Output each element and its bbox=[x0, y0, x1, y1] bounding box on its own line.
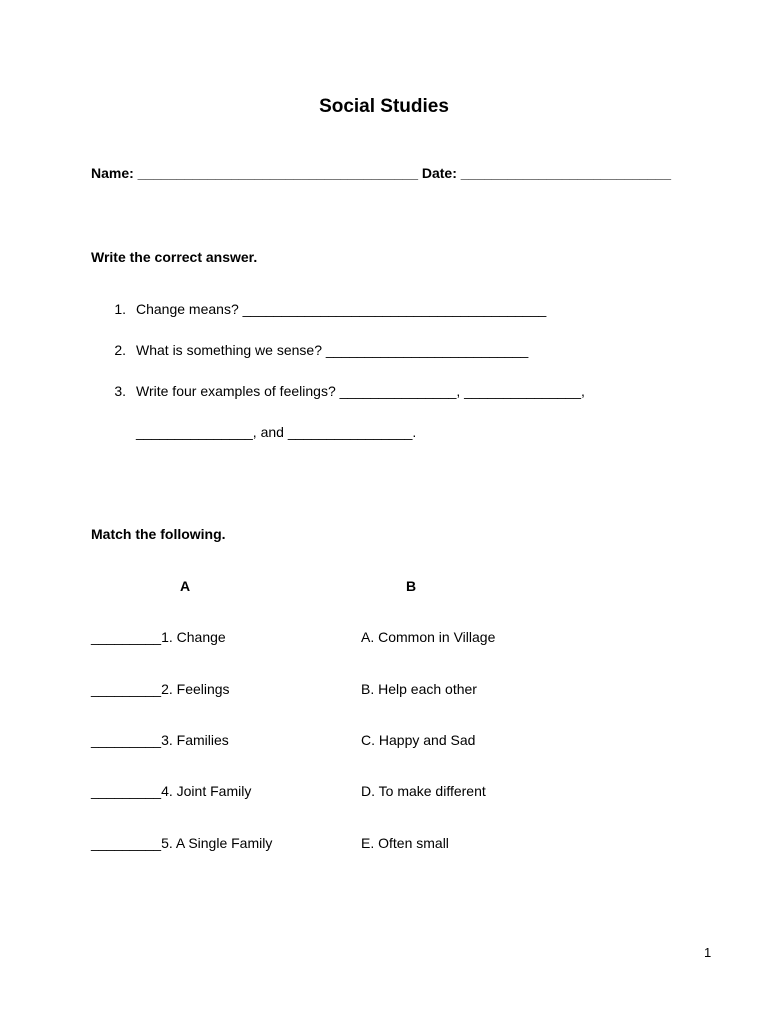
match-item-right: E. Often small bbox=[361, 835, 449, 851]
match-item-left: _________5. A Single Family bbox=[91, 835, 273, 851]
section-heading-write-answer: Write the correct answer. bbox=[91, 249, 258, 265]
section-heading-match: Match the following. bbox=[91, 526, 226, 542]
match-item-left: _________4. Joint Family bbox=[91, 783, 252, 799]
question-text: Write four examples of feelings? _______________, _______________, bbox=[136, 383, 585, 399]
column-header-a: A bbox=[180, 578, 191, 594]
match-item-left: _________1. Change bbox=[91, 629, 226, 645]
question-text: What is something we sense? __________________________ bbox=[136, 342, 529, 358]
match-item-left: _________3. Families bbox=[91, 732, 229, 748]
match-item-left: _________2. Feelings bbox=[91, 681, 230, 697]
page-number: 1 bbox=[704, 945, 712, 960]
name-date-line: Name: ____________________________________ Date: ___________________________ bbox=[91, 165, 671, 181]
question-text: Change means? _______________________________________ bbox=[136, 301, 547, 317]
question-number: 3. bbox=[114, 383, 126, 399]
match-item-right: B. Help each other bbox=[361, 681, 477, 697]
match-item-right: A. Common in Village bbox=[361, 629, 496, 645]
column-header-b: B bbox=[406, 578, 417, 594]
question-number: 2. bbox=[114, 342, 126, 358]
question-number: 1. bbox=[114, 301, 126, 317]
match-item-right: C. Happy and Sad bbox=[361, 732, 476, 748]
page-title: Social Studies bbox=[319, 96, 449, 117]
question-continuation: _______________, and ________________. bbox=[136, 424, 417, 440]
match-item-right: D. To make different bbox=[361, 783, 486, 799]
